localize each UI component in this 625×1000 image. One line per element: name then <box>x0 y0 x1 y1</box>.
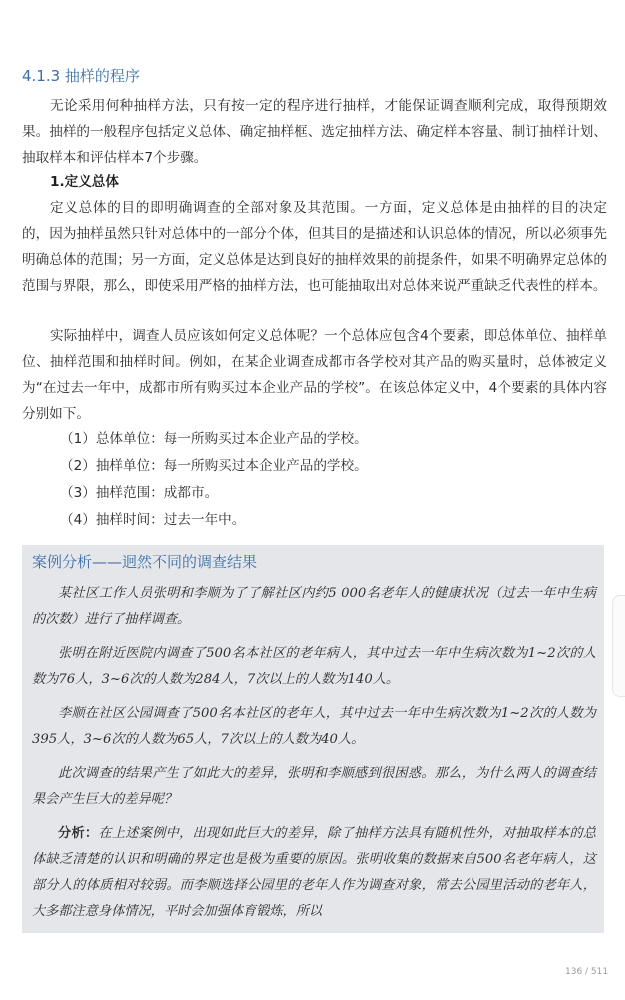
list-item: （4）抽样时间：过去一年中。 <box>60 512 246 528</box>
list-item: （1）总体单位：每一所购买过本企业产品的学校。 <box>60 431 368 447</box>
elements-paragraph: 实际抽样中，调查人员应该如何定义总体呢？一个总体应包含4个要素，即总体单位、抽样单位、抽样范围和抽样时间。例如，在某企业调查成都市各学校对其产品的购买量时，总体被定义为“在过去一年中，成都市所有购买过本企业产品的学校”。在该总体定义中，4个要素的具体内容分别如下。 <box>22 328 607 422</box>
definition-paragraph: 定义总体的目的即明确调查的全部对象及其范围。一方面，定义总体是由抽样的目的决定的，因为抽样虽然只针对总体中的一部分个体，但其目的是描述和认识总体的情况，所以必须事先明确总体的范围；另一方面，定义总体是达到良好的抽样效果的前提条件，如果不明确界定总体的范围与界限，那么，即使采用严格的抽样方法，也可能抽取出对总体来说严重缺乏代表性的样本。 <box>22 200 607 294</box>
page-indicator: 136 / 511 <box>565 967 609 977</box>
case-study-box <box>22 545 604 933</box>
case-study-title: 案例分析——迥然不同的调查结果 <box>32 553 258 571</box>
side-panel-handle[interactable] <box>612 595 625 697</box>
section-title: 4.1.3 抽样的程序 <box>22 67 140 85</box>
case-paragraph: 张明在附近医院内调查了500名本社区的老年病人，其中过去一年中生病次数为1~2次的人数为76人，3~6次的人数为284人，7次以上的人数为140人。 <box>32 646 596 687</box>
intro-paragraph: 无论采用何种抽样方法，只有按一定的程序进行抽样，才能保证调查顺利完成，取得预期效果。抽样的一般程序包括定义总体、确定抽样框、选定抽样方法、确定样本容量、制订抽样计划、抽取样本和评估样本7个步骤。 <box>22 98 607 166</box>
analysis-label: 分析： <box>58 826 99 841</box>
step-heading: 1.定义总体 <box>50 174 119 190</box>
case-paragraph: 李顺在社区公园调查了500名本社区的老年人，其中过去一年中生病次数为1~2次的人数为395人，3~6次的人数为65人，7次以上的人数为40人。 <box>32 706 596 747</box>
case-paragraph: 某社区工作人员张明和李顺为了了解社区内约5 000名老年人的健康状况（过去一年中生病的次数）进行了抽样调查。 <box>32 586 596 627</box>
analysis-text: 在上述案例中，出现如此巨大的差异，除了抽样方法具有随机性外，对抽取样本的总体缺乏清楚的认识和明确的界定也是极为重要的原因。张明收集的数据来自500名老年病人，这部分人的体质相对较弱。而李顺选择公园里的老年人作为调查对象，常去公园里活动的老年人，大多都注意身体情况，平时会加强体育锻炼，所以 <box>32 826 597 919</box>
case-paragraph: 此次调查的结果产生了如此大的差异，张明和李顺感到很困惑。那么，为什么两人的调查结果会产生巨大的差异呢？ <box>32 766 596 807</box>
list-item: （3）抽样范围：成都市。 <box>60 485 219 501</box>
list-item: （2）抽样单位：每一所购买过本企业产品的学校。 <box>60 458 368 474</box>
elements-list <box>60 426 368 534</box>
case-analysis <box>32 821 596 925</box>
